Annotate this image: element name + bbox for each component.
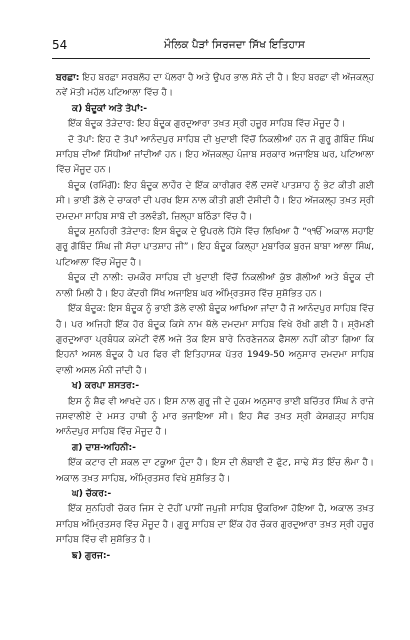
heading-text: ਕ) ਬੰਦੂਕਾਂ ਅਤੇ ਤੋਪਾਂ:- (72, 102, 148, 114)
page-body (56, 70, 374, 563)
paragraph (56, 301, 374, 378)
paragraph-text: ਇੱਕ ਬੰਦੂਕ: ਇਸ ਬੰਦੂਕ ਨੂੰ ਭਾਈ ਡੱਲੇ ਵਾਲੀ ਬੰਦੂਕ ਆਖਿਆ ਜਾਂਦਾ ਹੈ ਜੋ ਆਨੰਦਪੁਰ ਸਾਹਿਬ ਵਿੱਚ ਹੈ। ਪਰ ਅਜਿਹੀ ਇੱਕ ਹੋਰ ਬੰਦੂਕ ਕਿਸੇ ਨਾਮ ਥੱਲੇ ਦਮਦਮਾ ਸਾਹਿਬ ਵਿਖੇ ਰੱਖੀ ਗਈ ਹੈ। ਸ਼੍ਰੋਮਣੀ ਗੁਰਦੁਆਰਾ ਪ੍ਰਬੰਧਕ ਕਮੇਟੀ ਵੱਲੋਂ ਅਜੇ ਤੱਕ ਇਸ ਬਾਰੇ ਨਿਰਣੇਜਨਕ ਫੈਸਲਾ ਨਹੀਂ ਕੀਤਾ ਗਿਆ ਕਿ ਇਹਨਾਂ ਅਸਲ ਬੰਦੂਕ ਹੈ ਪਰ ਫਿਰ ਵੀ ਇਤਿਹਾਸਕ ਪੱਤਰ 1949-50 ਅਨੁਸਾਰ ਦਮਦਮਾ ਸਾਹਿਬ ਵਾਲੀ ਅਸਲ ਮੰਨੀ ਜਾਂਦੀ ਹੈ। (56, 303, 374, 376)
paragraph-text: ਬੰਦੂਕ (ਰਮਿੰਗੋਂ): ਇਹ ਬੰਦੂਕ ਲਾਹੌਰ ਦੇ ਇੱਕ ਕਾਰੀਗਰ ਵੱਲੋਂ ਦਸਵੇਂ ਪਾਤਸ਼ਾਹ ਨੂੰ ਭੇਟ ਕੀਤੀ ਗਈ ਸੀ। ਭਾਈ ਡੱਲੇ ਦੇ ਚਾਕਰਾਂ ਦੀ ਪਰਖ ਇਸ ਨਾਲ ਕੀਤੀ ਗਈ ਦੱਸੀਦੀ ਹੈ। ਇਹ ਅੱਜਕਲ੍ਹ ਤਖ਼ਤ ਸ੍ਰੀ ਦਮਦਮਾ ਸਾਹਿਬ ਸਾਬੋ ਦੀ ਤਲਵੰਡੀ, ਜ਼ਿਲ੍ਹਾ ਬਠਿੰਡਾ ਵਿੱਚ ਹੈ। (56, 179, 374, 222)
paragraph-text: ਇਹ ਬਰਛਾ ਸਰਬਲੋਹ ਦਾ ਪੱਲਰਾ ਹੈ ਅਤੇ ਉਪਰ ਭਾਲ ਸੋਨੇ ਦੀ ਹੈ। ਇਹ ਬਰਛਾ ਵੀ ਅੱਜਕਲ੍ਹ ਨਵੇਂ ਮੋਤੀ ਮਹੱਲ ਪਟਿਆਲਾ ਵਿੱਚ ਹੈ। (56, 72, 374, 99)
heading-text: ਖ) ਕਰਪਾ ਸ਼ਸਤਰ:- (72, 380, 139, 392)
page-header (52, 36, 370, 59)
paragraph (56, 394, 374, 440)
paragraph-text: ਦੋ ਤੋਪਾਂ: ਇਹ ਦੋ ਤੋਪਾਂ ਆਨੰਦਪੁਰ ਸਾਹਿਬ ਦੀ ਖੁਦਾਈ ਵਿੱਚੋਂ ਨਿਕਲੀਆਂ ਹਨ ਜੋ ਗੁਰੂ ਗੋਬਿੰਦ ਸਿੰਘ ਸਾਹਿਬ ਦੀਆਂ ਸਿੱਧੀਆਂ ਜਾਂਦੀਆਂ ਹਨ। ਇਹ ਅੱਜਕਲ੍ਹ ਪੰਜਾਬ ਸਰਕਾਰ ਅਜਾਇਬ ਘਰ, ਪਟਿਆਲਾ ਵਿੱਚ ਮੌਜੂਦ ਹਨ। (56, 133, 374, 176)
paragraph-label: ਬਰਛਾ: (56, 72, 80, 83)
paragraph (56, 455, 374, 486)
heading-text: ਘ) ਚੱਕਰ:- (72, 487, 112, 499)
section-heading (56, 548, 374, 563)
paragraph (56, 116, 374, 131)
paragraph-text: ਇੱਕ ਸੁਨਹਿਰੀ ਚੱਕਰ ਜਿਸ ਦੇ ਦੋਹੀਂ ਪਾਸੀਂ ਜਪੁਜੀ ਸਾਹਿਬ ਉਕਰਿਆ ਹੋਇਆ ਹੈ, ਅਕਾਲ ਤਖ਼ਤ ਸਾਹਿਬ ਅੰਮ੍ਰਿਤਸਰ ਵਿੱਚ ਮੌਜੂਦ ਹੈ। ਗੁਰੂ ਸਾਹਿਬ ਦਾ ਇੱਕ ਹੋਰ ਚੱਕਰ ਗੁਰਦੁਆਰਾ ਤਖ਼ਤ ਸ੍ਰੀ ਹਜ਼ੂਰ ਸਾਹਿਬ ਵਿੱਚ ਵੀ ਸੁਸ਼ੋਭਿਤ ਹੈ। (56, 503, 374, 546)
heading-text: ਗ) ਦਾਸ਼-ਅਹਿਨੀ:- (72, 441, 136, 453)
heading-text: ਙ) ਗੁਰਜ:- (72, 549, 111, 561)
running-title: ਮੌਲਿਕ ਪੈੜਾਂ ਸਿਰਜਦਾ ਸਿੱਖ ਇਤਿਹਾਸ (164, 39, 305, 51)
paragraph-text: ਇੱਕ ਕਟਾਰ ਦੀ ਸ਼ਕਲ ਦਾ ਟਕੂਆ ਹੁੰਦਾ ਹੈ। ਇਸ ਦੀ ਲੰਬਾਈ ਦੋ ਫੁੱਟ, ਸਾਢੇ ਸੱਤ ਇੰਚ ਲੰਮਾ ਹੈ। ਅਕਾਲ ਤਖ਼ਤ ਸਾਹਿਬ, ਅੰਮ੍ਰਿਤਸਰ ਵਿਖੇ ਸੁਸ਼ੋਭਿਤ ਹੈ। (56, 457, 374, 484)
section-heading (56, 378, 374, 393)
paragraph-text: ਇਸ ਨੂੰ ਸ਼ੈਫ ਵੀ ਆਖਦੇ ਹਨ। ਇਸ ਨਾਲ ਗੁਰੂ ਜੀ ਦੇ ਹੁਕਮ ਅਨੁਸਾਰ ਭਾਈ ਬਚਿੱਤਰ ਸਿੰਘ ਨੇ ਰਾਜੇ ਜਸਵਾਲੀਏ ਦੇ ਮਸਤ ਹਾਥੀ ਨੂੰ ਮਾਰ ਭਜਾਇਆ ਸੀ। ਇਹ ਸੈਫ ਤਖ਼ਤ ਸ੍ਰੀ ਕੇਸਗੜ੍ਹ ਸਾਹਿਬ ਆਨੰਦਪੁਰ ਸਾਹਿਬ ਵਿੱਚ ਮੌਜੂਦ ਹੈ। (56, 395, 374, 438)
paragraph (56, 224, 374, 270)
section-heading (56, 101, 374, 116)
section-heading (56, 440, 374, 455)
paragraph-text: ਬੰਦੂਕ ਦੀ ਨਾਲੀ: ਚਮਕੌਰ ਸਾਹਿਬ ਦੀ ਖੁਦਾਈ ਵਿੱਚੋਂ ਨਿਕਲੀਆਂ ਕੁੱਝ ਗੋਲੀਆਂ ਅਤੇ ਬੰਦੂਕ ਦੀ ਨਾਲੀ ਮਿਲੀ ਹੈ। ਇਹ ਕੇਂਦਰੀ ਸਿੱਖ ਅਜਾਇਬ ਘਰ ਅੰਮ੍ਰਿਤਸਰ ਵਿੱਚ ਸੁਸ਼ੋਭਿਤ ਹਨ। (56, 272, 374, 299)
paragraph-text: ਬੰਦੂਕ ਸੁਨਹਿਰੀ ਤੋੜੇਦਾਰ: ਇਸ ਬੰਦੂਕ ਦੇ ਉਪਰਲੇ ਹਿੱਸੇ ਵਿੱਚ ਲਿਖਿਆ ਹੈ “੧ੴ ਅਕਾਲ ਸਹਾਇ ਗੁਰੂ ਗੋਬਿੰਦ ਸਿੰਘ ਜੀ ਸੱਚਾ ਪਾਤਸ਼ਾਹ ਜੀ”। ਇਹ ਬੰਦੂਕ ਕਿਲ੍ਹਾ ਮੁਬਾਰਿਕ ਬੁਰਜ ਬਾਬਾ ਆਲਾ ਸਿੰਘ, ਪਟਿਆਲਾ ਵਿੱਚ ਮੌਜੂਦ ਹੈ। (56, 226, 374, 268)
paragraph (56, 178, 374, 224)
paragraph (56, 70, 374, 101)
paragraph (56, 501, 374, 547)
paragraph-text: ਇੱਕ ਬੰਦੂਕ ਤੋੜੇਦਾਰ: ਇਹ ਬੰਦੂਕ ਗੁਰਦੁਆਰਾ ਤਖ਼ਤ ਸ੍ਰੀ ਹਜ਼ੂਰ ਸਾਹਿਬ ਵਿੱਚ ਮੌਜੂਦ ਹੈ। (68, 118, 346, 130)
paragraph (56, 132, 374, 178)
section-heading (56, 486, 374, 501)
page-number: 54 (52, 38, 68, 52)
paragraph (56, 270, 374, 301)
